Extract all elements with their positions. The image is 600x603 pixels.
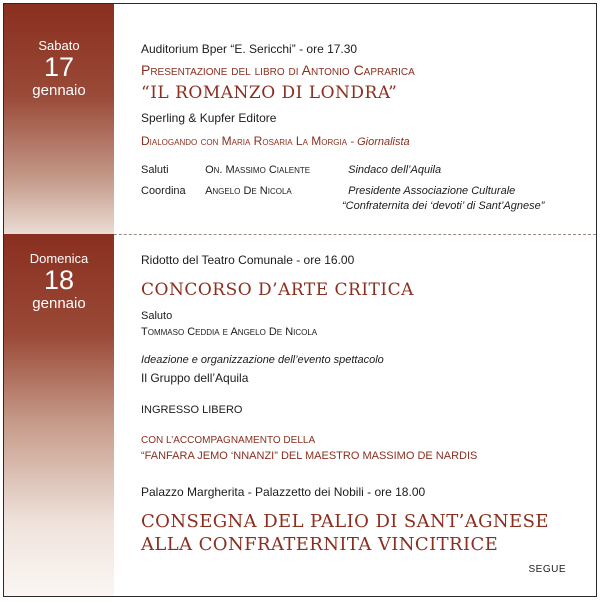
saluti-row xyxy=(141,164,441,176)
time: - ore 17.30 xyxy=(299,42,358,56)
coordina-row xyxy=(141,185,515,197)
saluti-label: Saluti xyxy=(141,164,169,176)
date-column xyxy=(4,234,114,596)
event-title: CONCORSO D’ARTE CRITICA xyxy=(141,280,414,300)
ingresso-line: INGRESSO LIBERO xyxy=(141,404,243,416)
event-title-2-line2: ALLA CONFRATERNITA VINCITRICE xyxy=(141,534,499,555)
saluto-names: Tommaso Ceddia e Angelo De Nicola xyxy=(141,326,318,338)
event-date xyxy=(4,251,114,312)
coordina-role-2: “Confraternita dei ‘devoti’ di Sant’Agnese” xyxy=(342,200,545,212)
day-number: 18 xyxy=(43,265,75,295)
event-date xyxy=(4,38,114,99)
book-title: “IL ROMANZO DI LONDRA” xyxy=(141,83,398,103)
day-name: Sabato xyxy=(38,38,80,53)
saluti-name: On. Massimo Cialente xyxy=(205,164,311,176)
venue-line-2 xyxy=(141,485,425,499)
month: gennaio xyxy=(32,295,86,312)
gruppo-line: Il Gruppo dell’Aquila xyxy=(141,371,249,385)
day-name: Domenica xyxy=(29,251,89,266)
venue-line xyxy=(141,42,357,56)
saluto-label: Saluto xyxy=(141,310,173,322)
accomp-line-1: CON L’ACCOMPAGNAMENTO DELLA xyxy=(141,435,316,446)
event-section-saturday xyxy=(4,4,596,234)
presentation-line: Presentazione del libro di Antonio Caprarica xyxy=(141,62,415,78)
event-title-2-line1: CONSEGNA DEL PALIO DI SANT’AGNESE xyxy=(141,511,549,532)
venue: Ridotto del Teatro Comunale xyxy=(141,253,293,267)
dialog-role: - Giornalista xyxy=(350,136,410,148)
month: gennaio xyxy=(32,82,86,99)
coordina-name: Angelo De Nicola xyxy=(205,185,292,197)
time-2: - ore 18.00 xyxy=(367,485,426,499)
coordina-role-1: Presidente Associazione Culturale xyxy=(348,185,516,197)
coordina-label: Coordina xyxy=(141,185,186,197)
saluti-role: Sindaco dell’Aquila xyxy=(348,164,442,176)
dialog-line xyxy=(141,134,410,148)
ideazione-line: Ideazione e organizzazione dell’evento spettacolo xyxy=(141,354,384,366)
event-section-sunday xyxy=(4,234,596,596)
time: - ore 16.00 xyxy=(296,253,355,267)
accomp-line-2: “FANFARA JEMO ‘NNANZI” DEL MAESTRO MASSIMO DE NARDIS xyxy=(141,450,478,462)
segue-label: SEGUE xyxy=(528,564,566,575)
event-program-page xyxy=(3,3,597,597)
publisher: Sperling & Kupfer Editore xyxy=(141,111,277,125)
dialog-text: Dialogando con Maria Rosaria La Morgia xyxy=(141,134,348,148)
date-column xyxy=(4,4,114,234)
venue-line xyxy=(141,253,354,267)
venue: Auditorium Bper “E. Sericchi” xyxy=(141,42,296,56)
venue-2: Palazzo Margherita - Palazzetto dei Nobili xyxy=(141,485,364,499)
day-number: 17 xyxy=(43,52,75,82)
